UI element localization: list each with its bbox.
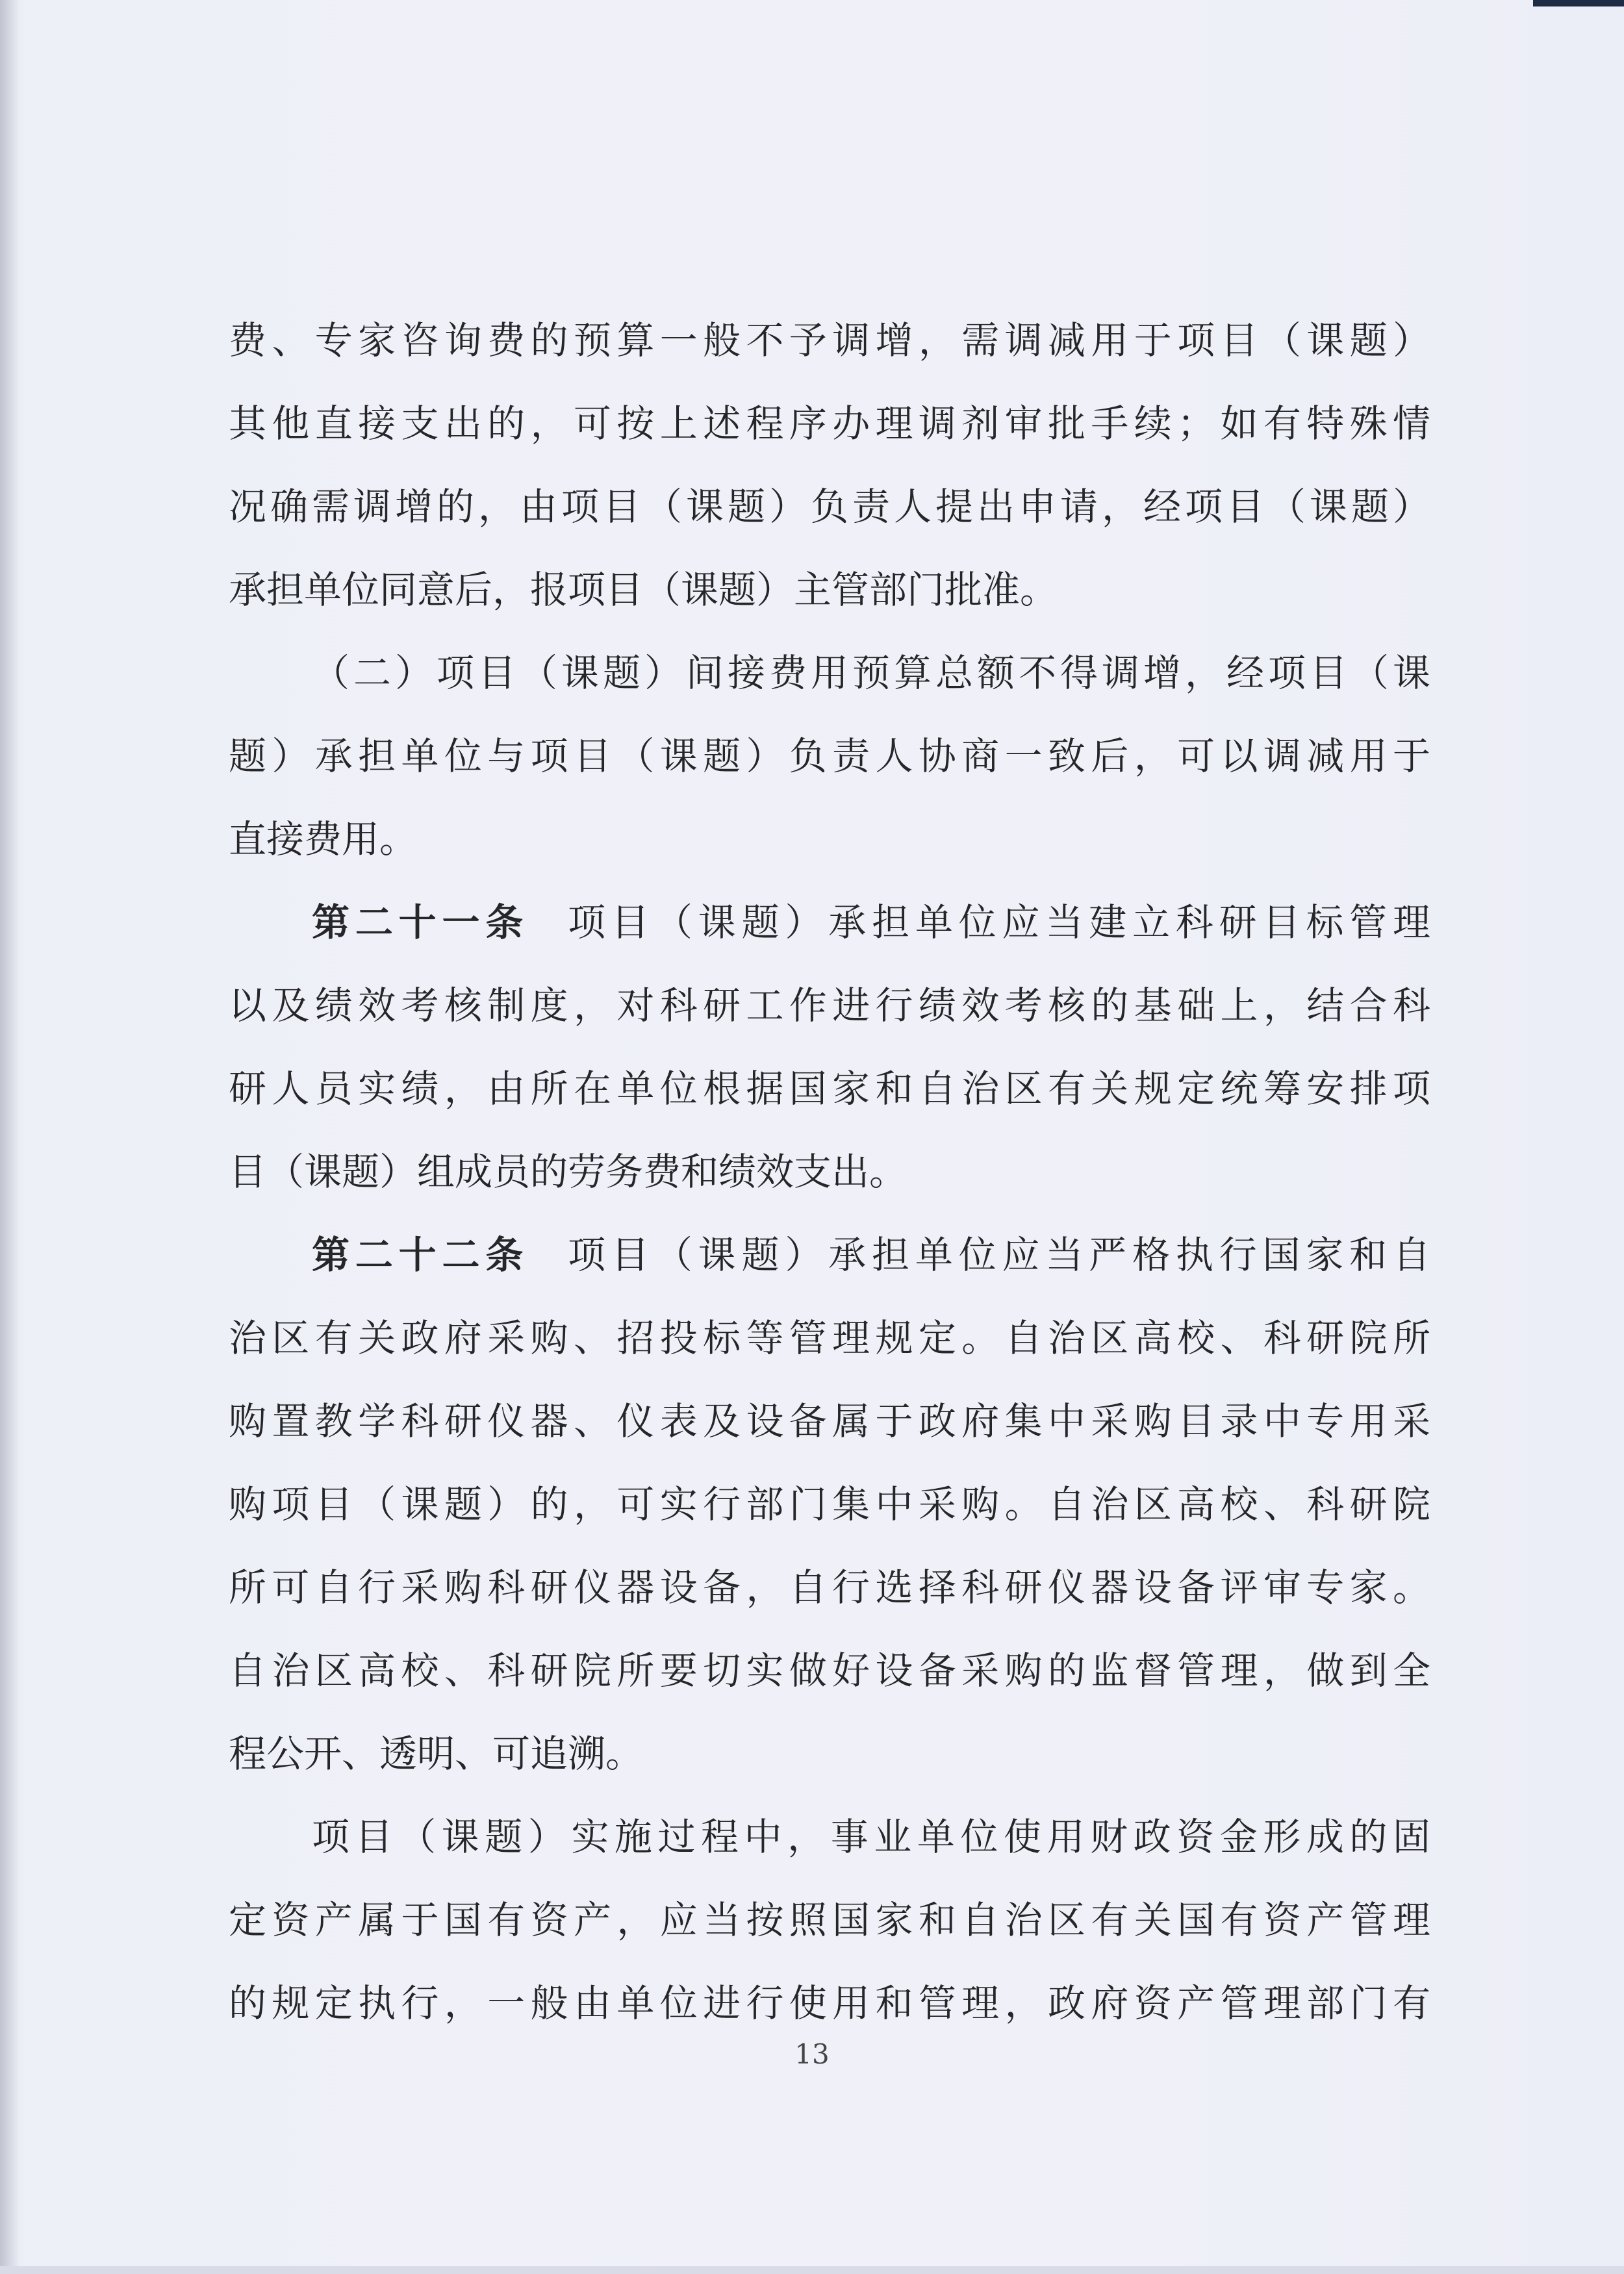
- text-line: 的规定执行，一般由单位进行使用和管理，政府资产管理部门有: [229, 1981, 1430, 2025]
- text-line: （二）项目（课题）间接费用预算总额不得调增，经项目（课: [312, 651, 1430, 695]
- text-line: 自治区高校、科研院所要切实做好设备采购的监督管理，做到全: [229, 1649, 1430, 1693]
- text-line: 定资产属于国有资产，应当按照国家和自治区有关国有资产管理: [229, 1898, 1430, 1942]
- page-number: 13: [794, 2038, 830, 2070]
- article-21-number: 第二十一条: [312, 900, 529, 944]
- text-line: 费、专家咨询费的预算一般不予调增，需调减用于项目（课题）: [229, 318, 1430, 362]
- text-line: 购置教学科研仪器、仪表及设备属于政府集中采购目录中专用采: [229, 1399, 1430, 1443]
- article-21-first-line: [229, 881, 1430, 964]
- text-line: 购项目（课题）的，可实行部门集中采购。自治区高校、科研院: [229, 1482, 1430, 1526]
- text-line: 直接费用。: [229, 817, 418, 861]
- text-line: 况确需调增的，由项目（课题）负责人提出申请，经项目（课题）: [229, 485, 1430, 529]
- body-text: [229, 299, 1430, 2045]
- scan-bottom-strip: [0, 2266, 1624, 2274]
- text-line: 承担单位同意后，报项目（课题）主管部门批准。: [229, 568, 1058, 612]
- text-line: 项目（课题）承担单位应当建立科研目标管理: [568, 900, 1430, 944]
- text-line: 项目（课题）承担单位应当严格执行国家和自: [568, 1233, 1430, 1277]
- text-line: 目（课题）组成员的劳务费和绩效支出。: [229, 1150, 907, 1194]
- text-line: 其他直接支出的，可按上述程序办理调剂审批手续；如有特殊情: [229, 401, 1430, 446]
- scan-corner-mark: [1533, 0, 1624, 6]
- text-line: 所可自行采购科研仪器设备，自行选择科研仪器设备评审专家。: [229, 1565, 1430, 1610]
- binding-shadow: [0, 0, 19, 2274]
- text-line: 项目（课题）实施过程中，事业单位使用财政资金形成的固: [312, 1815, 1430, 1859]
- article-22-number: 第二十二条: [312, 1233, 529, 1277]
- text-line: 治区有关政府采购、招投标等管理规定。自治区高校、科研院所: [229, 1316, 1430, 1360]
- text-line: 以及绩效考核制度，对科研工作进行绩效考核的基础上，结合科: [229, 983, 1430, 1028]
- text-line: 研人员实绩，由所在单位根据国家和自治区有关规定统筹安排项: [229, 1067, 1430, 1111]
- article-22-first-line: [229, 1213, 1430, 1296]
- text-line: 程公开、透明、可追溯。: [229, 1732, 644, 1776]
- text-line: 题）承担单位与项目（课题）负责人协商一致后，可以调减用于: [229, 734, 1430, 778]
